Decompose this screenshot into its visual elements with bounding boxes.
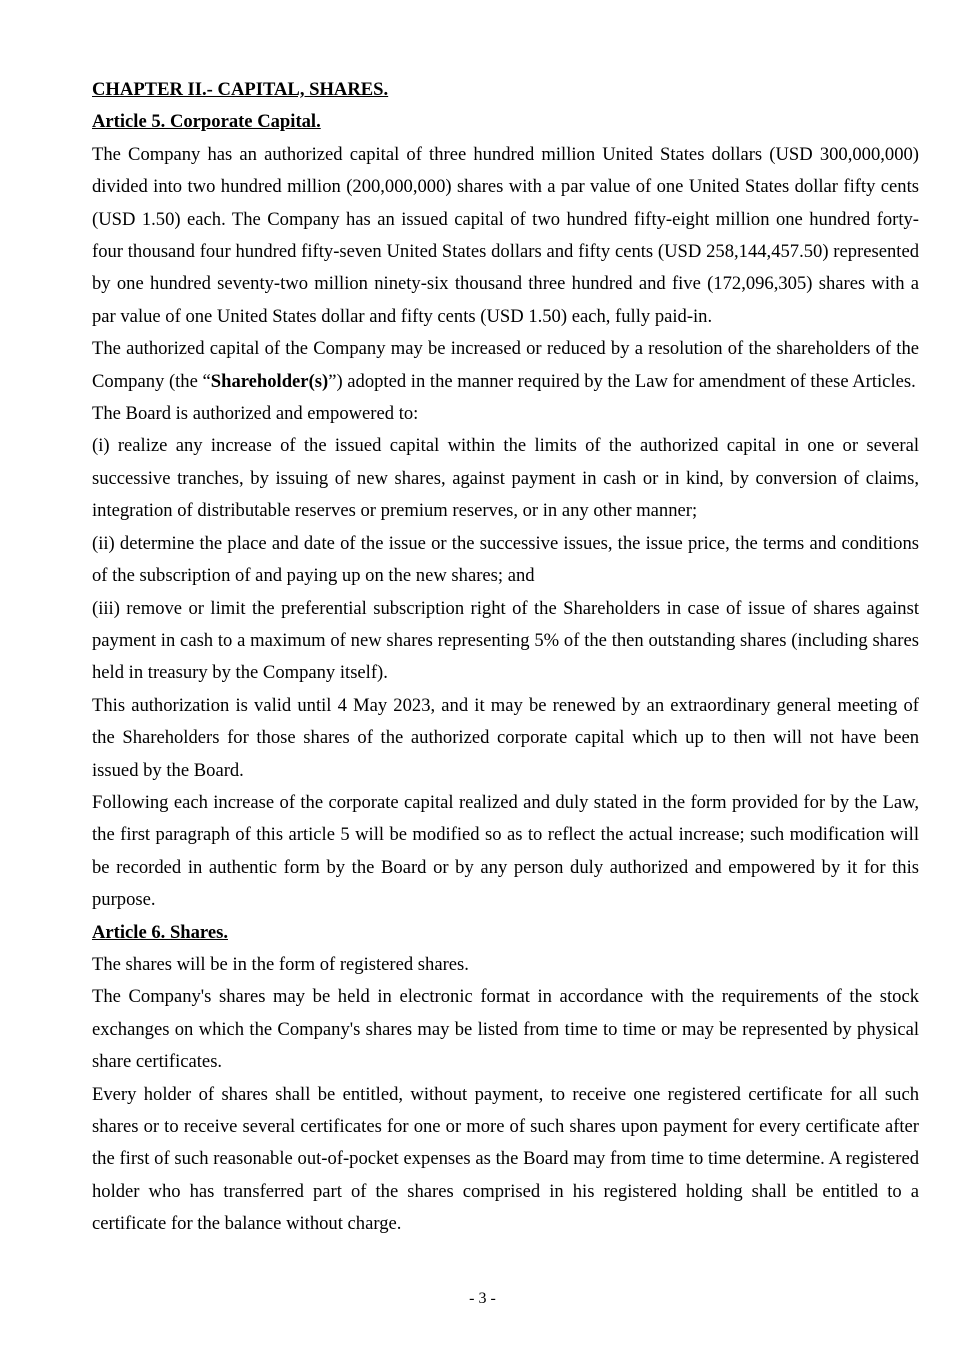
article-6-paragraph-1: The shares will be in the form of registered shares. <box>92 953 469 975</box>
paragraph-2-text-end: ”) adopted in the manner required by the Law for amendment of these Articles. <box>328 370 916 392</box>
article-5-paragraph-2 <box>92 333 919 398</box>
article-5-item-ii: (ii) determine the place and date of the issue or the successive issues, the issue price, the terms and conditions of the subscription of and paying up on the new shares; and <box>92 532 919 587</box>
document-page <box>92 74 919 1241</box>
shareholders-defined-term: Shareholder(s) <box>210 370 329 392</box>
article-5-paragraph-1: The Company has an authorized capital of three hundred million United States dollars (USD 300,000,000) divided into two hundred million (200,000,000) shares with a par value of one United States dollar fifty cents (USD 1.50) each. The Company has an issued capital of two hundred fifty-eight million one hundred forty-four thousand four hundred fifty-seven United States dollars and fifty cents (USD 258,144,457.50) represented by one hundred seventy-two million ninety-six thousand three hundred and five (172,096,305) shares with a par value of one United States dollar and fifty cents (USD 1.50) each, fully paid-in. <box>92 143 919 327</box>
article-5-item-iii: (iii) remove or limit the preferential subscription right of the Shareholders in case of issue of shares against payment in cash to a maximum of new shares representing 5% of the then outstanding shares (including shares held in treasury by the Company itself). <box>92 597 919 684</box>
article-5-item-i: (i) realize any increase of the issued capital within the limits of the authorized capital in one or several successive tranches, by issuing of new shares, against payment in cash or in kind, by conversion of claims, integration of distributable reserves or premium reserves, or in any other manner; <box>92 435 919 522</box>
article-5-paragraph-4: This authorization is valid until 4 May 2023, and it may be renewed by an extraordinary general meeting of the Shareholders for those shares of the authorized corporate capital which up to then will not have been issued by the Board. <box>92 694 919 781</box>
article-5-paragraph-3: The Board is authorized and empowered to: <box>92 403 419 425</box>
article-5-title: Article 5. Corporate Capital. <box>92 111 321 133</box>
article-5-paragraph-5: Following each increase of the corporate capital realized and duly stated in the form provided for by the Law, the first paragraph of this article 5 will be modified so as to reflect the actual increase; such modification will be recorded in authentic form by the Board or by any person duly authorized and empowered by it for this purpose. <box>92 791 919 911</box>
article-6-paragraph-3: Every holder of shares shall be entitled, without payment, to receive one registered certificate for all such shares or to receive several certificates for one or more of such shares upon payment for every certificate after the first of such reasonable out-of-pocket expenses as the Board may from time to time determine. A registered holder who has transferred part of the shares comprised in his registered holding shall be entitled to a certificate for the balance without charge. <box>92 1083 919 1235</box>
paragraph-2-text-start: The authorized capital of the Company may be increased or reduced by a resolution of the shareholders of the Company (the “ <box>92 338 919 392</box>
page-number: - 3 - <box>469 1290 496 1307</box>
chapter-title: CHAPTER II.- CAPITAL, SHARES. <box>92 79 389 100</box>
article-6-title: Article 6. Shares. <box>92 921 228 943</box>
article-6-paragraph-2: The Company's shares may be held in electronic format in accordance with the requirements of the stock exchanges on which the Company's shares may be listed from time to time or may be represented by physical share certificates. <box>92 986 919 1073</box>
